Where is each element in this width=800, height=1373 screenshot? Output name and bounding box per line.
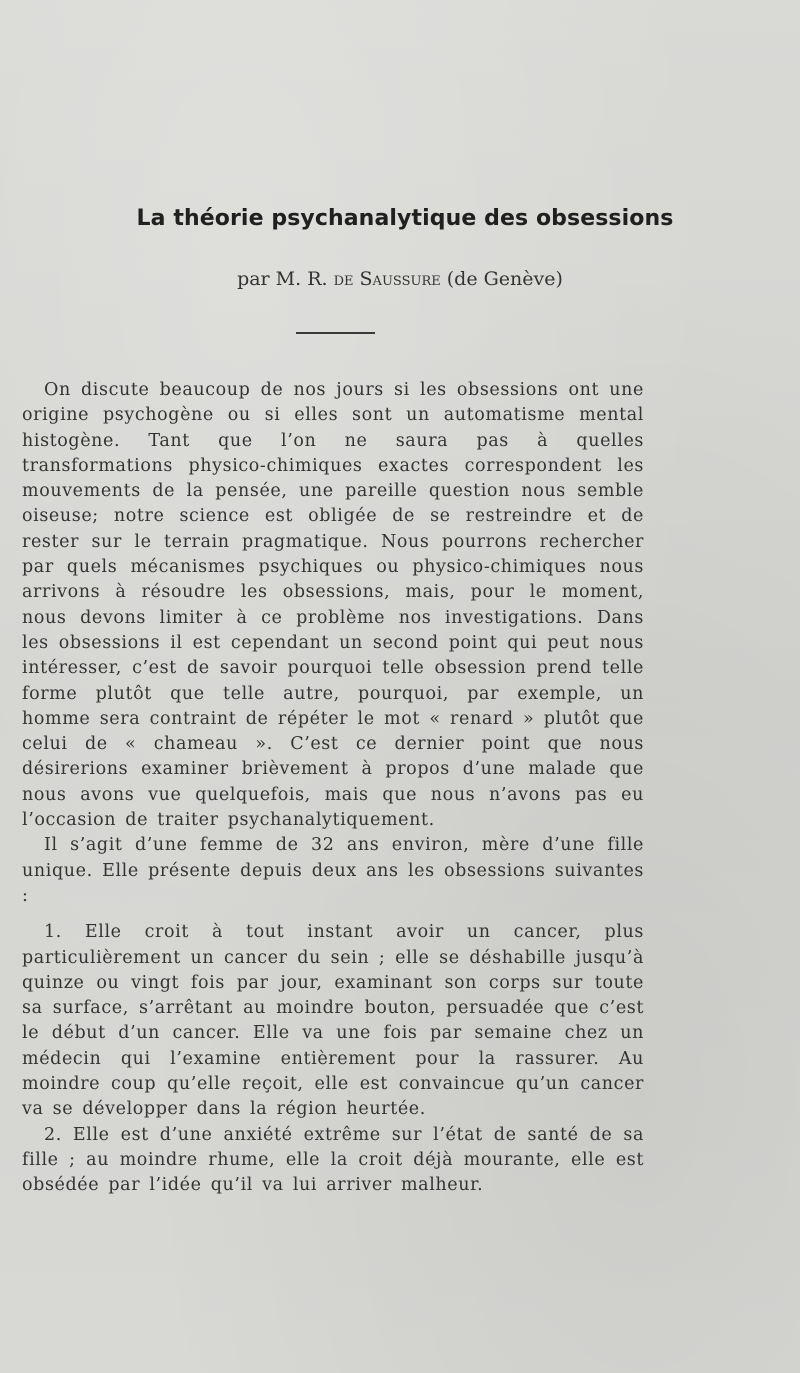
- paragraph-obsession-2: 2. Elle est d’une anxiété extrême sur l’état de santé de sa fille ; au moindre rhume, elle la croit déjà mourante, elle est obsédée par l’idée qu’il va lui arriver malheur.: [22, 1124, 644, 1196]
- byline-suffix: (de Genève): [440, 268, 563, 290]
- title-divider: [296, 332, 375, 334]
- paragraph-patient: Il s’agit d’une femme de 32 ans environ, mère d’une fille unique. Elle présente depuis deux ans les obsessions suivantes :: [22, 835, 644, 906]
- paragraph-intro: On discute beaucoup de nos jours si les obsessions ont une origine psychogène ou si elles sont un automatisme mental histogène. Tant que l’on ne saura pas à quelles transformations physico-chimiques exactes correspondent les mouvements de la pensée, une pareille question nous semble oiseuse; notre science est obligée de se restreindre et de rester sur le terrain pragmatique. Nous pourrons rechercher par quels mécanismes psychiques ou physico-chimiques nous arrivons à résoudre les obsessions, mais, pour le moment, nous devons limiter à ce problème nos investigations. Dans les obsessions il est cependant un second point qui peut nous intéresser, c’est de savoir pourquoi telle obsession prend telle forme plutôt que telle autre, pourquoi, par exemple, un homme sera contraint de répéter le mot « renard » plutôt que celui de « chameau ». C’est ce dernier point que nous désirerions examiner brièvement à propos d’une malade que nous avons vue quelquefois, mais que nous n’avons pas eu l’occasion de traiter psychanalytiquement.: [22, 380, 644, 831]
- byline-prefix: par M. R.: [237, 268, 334, 290]
- article-title: La théorie psychanalytique des obsessions: [136, 206, 674, 231]
- article-body: [22, 378, 644, 1199]
- paragraph-obsession-1: 1. Elle croit à tout instant avoir un cancer, plus particulièrement un cancer du sein ; elle se déshabille jusqu’à quinze ou vingt fois par jour, examinant son corps sur toute sa surface, s’arrêtant au moindre bouton, persuadée que c’est le début d’un cancer. Elle va une fois par semaine chez un médecin qui l’examine entièrement pour la rassurer. Au moindre coup qu’elle reçoit, elle est convaincue qu’un cancer va se développer dans la région heurtée.: [22, 922, 644, 1120]
- author-byline: [0, 268, 800, 290]
- author-name: de Saussure: [333, 268, 441, 290]
